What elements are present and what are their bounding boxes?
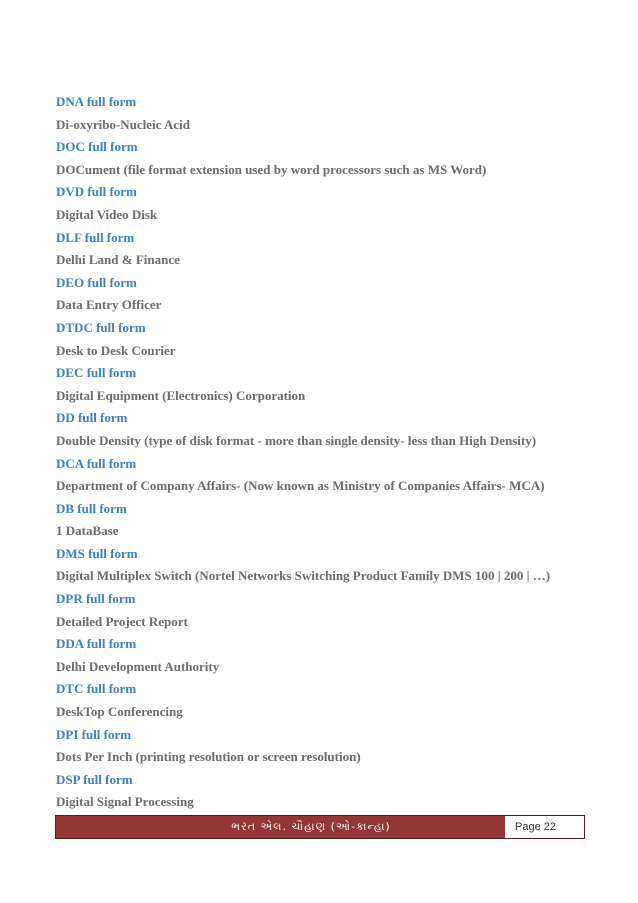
entry-list — [56, 92, 616, 815]
list-item — [56, 137, 616, 182]
entry-term: DDA full form — [56, 636, 137, 652]
entry-meaning: Data Entry Officer — [56, 297, 162, 313]
list-item — [56, 499, 616, 544]
list-item — [56, 182, 616, 227]
entry-meaning: DeskTop Conferencing — [56, 704, 183, 720]
entry-meaning: Department of Company Affairs- (Now known as Ministry of Companies Affairs- MCA) — [56, 478, 545, 494]
entry-term: DTC full form — [56, 681, 137, 697]
entry-term: DLF full form — [56, 229, 135, 245]
entry-term: DSP full form — [56, 771, 133, 787]
entry-meaning: Double Density (type of disk format - more than single density- less than High Density) — [56, 432, 537, 448]
entry-term: DTDC full form — [56, 319, 146, 335]
entry-meaning: Digital Equipment (Electronics) Corporation — [56, 387, 306, 403]
list-item — [56, 273, 616, 318]
entry-term: DNA full form — [56, 94, 137, 109]
entry-term: DD full form — [56, 410, 128, 426]
entry-term: DEC full form — [56, 365, 137, 381]
entry-meaning: Delhi Land & Finance — [56, 252, 180, 268]
entry-meaning: Delhi Development Authority — [56, 658, 220, 674]
entry-meaning: Desk to Desk Courier — [56, 342, 176, 358]
entry-meaning: DOCument (file format extension used by word processors such as MS Word) — [56, 161, 487, 177]
entry-meaning: Digital Video Disk — [56, 206, 158, 222]
entry-term: DPI full form — [56, 726, 132, 742]
list-item — [56, 544, 616, 589]
entry-term: DB full form — [56, 500, 127, 516]
list-item — [56, 228, 616, 273]
entry-meaning: Dots Per Inch (printing resolution or screen resolution) — [56, 749, 361, 765]
entry-meaning: Detailed Project Report — [56, 613, 188, 629]
entry-meaning: 1 DataBase — [56, 523, 119, 539]
page-number: Page 22 — [504, 816, 584, 838]
list-item — [56, 408, 616, 453]
list-item — [56, 318, 616, 363]
entry-term: DMS full form — [56, 545, 138, 561]
list-item — [56, 589, 616, 634]
entry-meaning: Digital Signal Processing — [56, 794, 194, 810]
page-footer — [55, 815, 585, 839]
list-item — [56, 770, 616, 815]
list-item — [56, 363, 616, 408]
footer-author: ભરત એલ. ચૌહાણ (ઓ-કાન્હા) — [231, 820, 391, 833]
entry-meaning: Di-oxyribo-Nucleic Acid — [56, 116, 190, 132]
entry-term: DEO full form — [56, 274, 137, 290]
list-item — [56, 725, 616, 770]
list-item — [56, 92, 616, 137]
entry-term: DCA full form — [56, 455, 137, 471]
list-item — [56, 634, 616, 679]
entry-term: DVD full form — [56, 184, 137, 200]
entry-meaning: Digital Multiplex Switch (Nortel Networks Switching Product Family DMS 100 | 200 | …) — [56, 568, 551, 584]
entry-term: DPR full form — [56, 591, 136, 607]
list-item — [56, 454, 616, 499]
entry-term: DOC full form — [56, 139, 138, 155]
list-item — [56, 679, 616, 724]
